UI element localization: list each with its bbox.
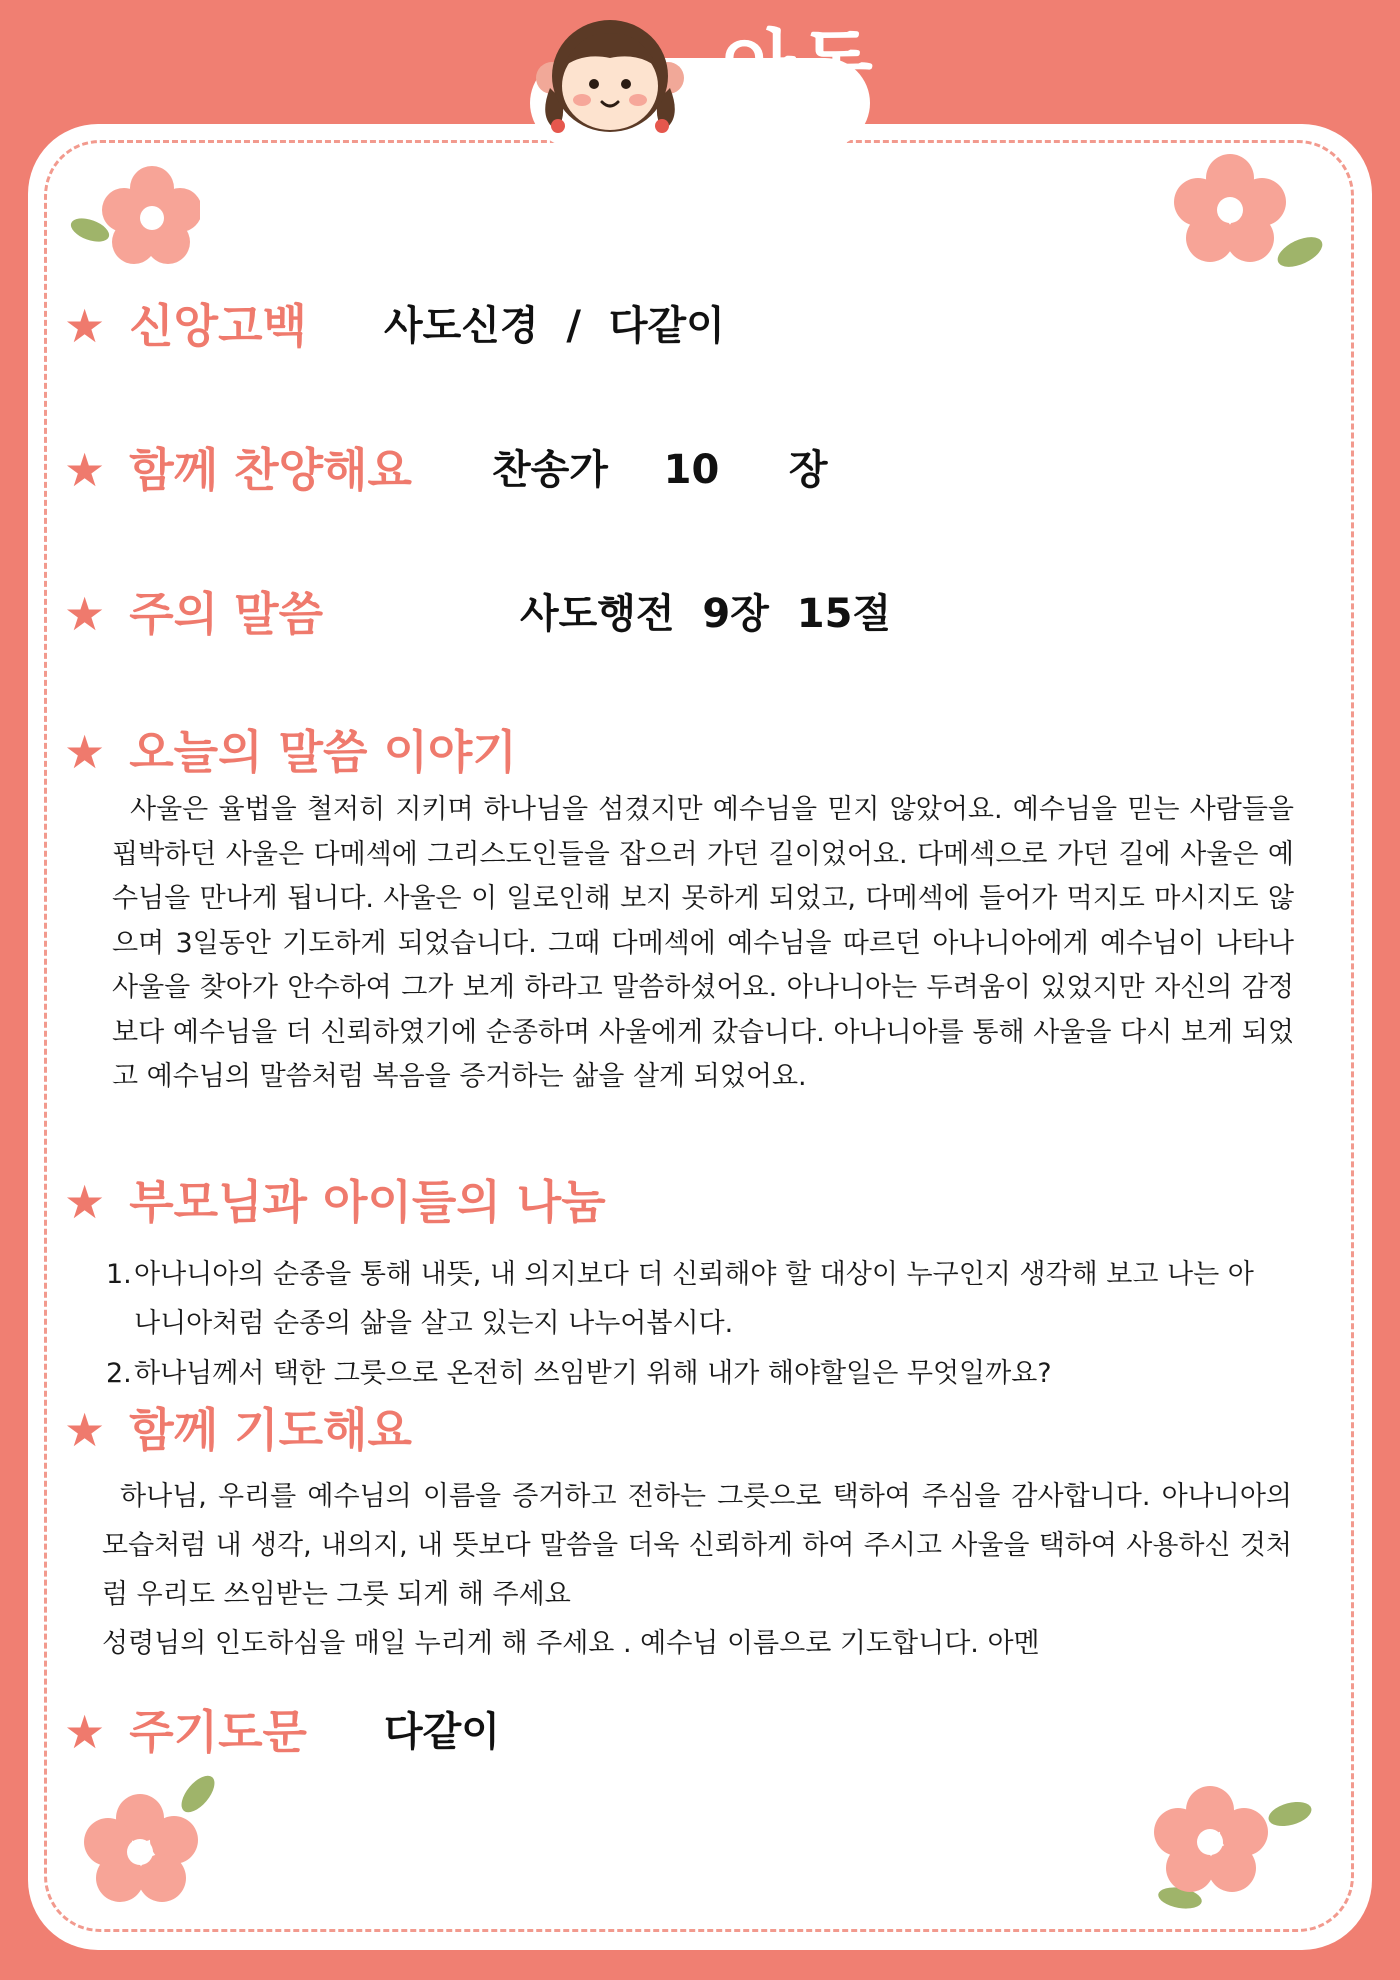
praise-value: 찬송가 10 장 [492, 447, 828, 493]
girl-character-icon [530, 8, 690, 138]
story-paragraph: 사울은 율법을 철저히 지키며 하나님을 섬겼지만 예수님을 믿지 않았어요. 예수님을 믿는 사람들을 핍박하던 사울은 다메섹에 그리스도인들을 잡으러 가던 길이었어요. 다메섹으로 가던 길에 사울은 예수님을 만나게 됩니다. 사울은 이 일로인해 보지 못하게 되었고, 다메섹에 들어가 먹지도 마시지도 않으며 3일동안 기도하게 되었습니다. 그때 다메섹에 예수님을 따르던 아나니아에게 예수님이 나타나 사울을 찾아가 안수하여 그가 보게 하라고 말씀하셨어요. 아나니아는 두려움이 있었지만 자신의 감정보다 예수님을 더 신뢰하였기에 순종하며 사울에게 갔습니다. 아나니아를 통해 사울을 다시 보게 되었고 예수님의 말씀처럼 복음을 증거하는 삶을 살게 되었어요. [112, 794, 1294, 1092]
section-heading-story [64, 722, 517, 782]
scripture-value: 사도행전 9장 15절 [520, 591, 892, 637]
star-icon: ★ [64, 1175, 106, 1229]
star-icon: ★ [64, 299, 106, 353]
list-number: 1. [106, 1259, 132, 1290]
prayer-text: 하나님, 우리를 예수님의 이름을 증거하고 전하는 그릇으로 택하여 주심을 감사합니다. 아나니아의 모습처럼 내 생각, 내의지, 내 뜻보다 말씀을 더욱 신뢰하게 하여 주시고 사울을 택하여 사용하신 것처럼 우리도 쓰임받는 그릇 되게 해 주세요 [102, 1481, 1292, 1610]
flower-icon [1160, 152, 1330, 272]
list-text: 아나니아의 순종을 통해 내뜻, 내 의지보다 더 신뢰해야 할 대상이 누구인지 생각해 보고 나는 아 [134, 1259, 1254, 1290]
section-heading-praise [64, 440, 412, 500]
lords-prayer-value: 다같이 [384, 1709, 500, 1755]
prayer-paragraph [102, 1472, 1292, 1668]
heading-label: 주의 말씀 [129, 587, 324, 641]
star-icon: ★ [64, 587, 106, 641]
star-icon: ★ [64, 725, 106, 779]
section-heading-sharing [64, 1172, 606, 1232]
header-title: 아동 [722, 21, 877, 110]
section-heading-creed [64, 296, 307, 356]
list-item [106, 1349, 1306, 1398]
flower-icon [80, 1772, 230, 1912]
prayer-closing: 성령님의 인도하심을 매일 누리게 해 주세요 . 예수님 이름으로 기도합니다. 아멘 [102, 1628, 1040, 1659]
star-icon: ★ [64, 1705, 106, 1759]
section-heading-prayer [64, 1400, 412, 1460]
section-heading-lords-prayer [64, 1702, 307, 1762]
heading-label: 오늘의 말씀 이야기 [129, 725, 517, 779]
heading-label: 부모님과 아이들의 나눔 [129, 1175, 606, 1229]
section-heading-scripture [64, 584, 323, 644]
heading-label: 함께 기도해요 [129, 1403, 412, 1457]
heading-label: 주기도문 [129, 1705, 307, 1759]
list-text: 나니아처럼 순종의 삶을 살고 있는지 나누어봅시다. [134, 1308, 734, 1339]
star-icon: ★ [64, 443, 106, 497]
list-text: 하나님께서 택한 그릇으로 온전히 쓰임받기 위해 내가 해야할일은 무엇일까요? [134, 1358, 1052, 1389]
star-icon: ★ [64, 1403, 106, 1457]
flower-icon [1140, 1780, 1320, 1910]
heading-label: 함께 찬양해요 [129, 443, 412, 497]
list-item [106, 1250, 1306, 1348]
list-number: 2. [106, 1358, 132, 1389]
creed-value: 사도신경 / 다같이 [384, 303, 725, 349]
heading-label: 신앙고백 [129, 299, 307, 353]
flower-icon [70, 158, 200, 268]
